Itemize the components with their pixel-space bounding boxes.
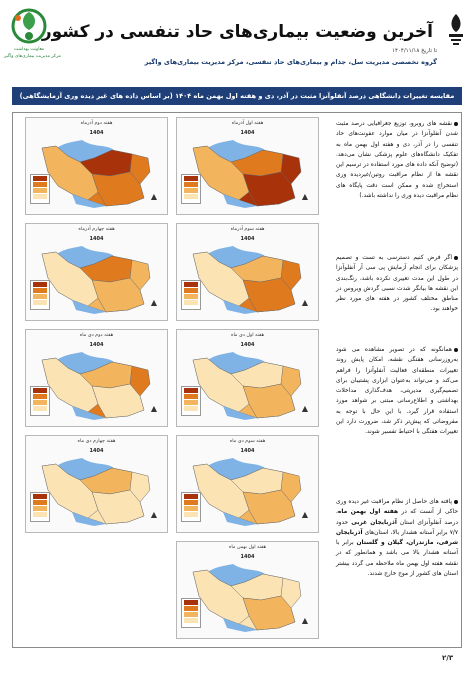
map-year-label: 1404 [89,130,104,136]
north-arrow-icon: ▲ [301,616,309,625]
map-week-label: هفته دوم دی ماه [79,333,114,338]
map-legend [181,386,201,416]
map-legend [181,174,201,204]
map-legend [30,492,50,522]
map-year-label: 1404 [240,342,255,348]
map-year-label: 1404 [89,342,104,348]
map-legend [30,174,50,204]
iran-map-icon [32,244,162,316]
map-tile [176,435,319,533]
map-week-label: هفته اول آذرماه [231,121,264,126]
iran-map-icon [183,562,313,634]
map-week-label: هفته دوم آذرماه [80,121,113,126]
map-tile [176,223,319,321]
north-arrow-icon: ▲ [301,404,309,413]
map-week-label: هفته چهارم دی ماه [77,439,116,444]
bullet-icon [454,256,458,260]
map-tile [25,117,168,215]
department-subtitle: گروه تخصصی مدیریت سل، جذام و بیماری‌های حاد تنفسی، مرکز مدیریت بیماری‌های واگیر [144,58,437,66]
iran-map-icon [32,456,162,528]
iran-map-icon [32,350,162,422]
north-arrow-icon: ▲ [150,192,158,201]
north-arrow-icon: ▲ [150,510,158,519]
map-week-label: هفته اول بهمن ماه [228,545,267,550]
explanation-column [332,113,462,649]
map-year-label: 1404 [240,130,255,136]
map-week-label: هفته سوم آذرماه [230,227,265,232]
map-week-label: هفته سوم دی ماه [229,439,266,444]
section-banner: مقایسه تغییرات دانشگاهی درصد آنفلوآنزا مثبت در آذر، دی و هفته اول بهمن ماه ۱۴۰۴ (بر اساس داده های غیر دیده وری آزمایشگاهی) [12,87,462,105]
page-number: ۲/۳ [442,654,454,662]
map-legend [181,598,201,628]
bullet-icon [454,500,458,504]
north-arrow-icon: ▲ [301,298,309,307]
bullet-icon [454,122,458,126]
map-tile [176,541,319,639]
map-legend [30,280,50,310]
map-tile [25,223,168,321]
north-arrow-icon: ▲ [150,298,158,307]
map-week-label: هفته چهارم آذرماه [78,227,115,232]
iran-map-icon [183,350,313,422]
map-year-label: 1404 [89,236,104,242]
map-week-label: هفته اول دی ماه [230,333,265,338]
paragraph-findings: پافته های حاصل از نظام مراقبت غیر دیده وری حاکی از آنست که در هفته اول بهمن ماه، درصد آنفلوآنزای استان آذربایجان غربی حدود ۷/۷ برابر آستانه هشدار بالا، استان‌های آذربایجان شرقی، مازندران، گیلان و گلستان برابر با آستانه هشدار بالا می باشد و همانطور که در نقشه هفته اول بهمن ماه ملاحظه می گردد بیشتر استان های کشور از موج خارج شدند. [336,499,458,578]
map-year-label: 1404 [240,448,255,454]
map-year-label: 1404 [240,236,255,242]
map-tile [25,435,168,533]
paragraph-weekly-update: همانگونه که در تصویر مشاهده می شود به‌روزرسانی هفتگی نقشه، امکان پایش روند تغییرات منطقه‌ای فعالیت آنفلوآنزا را فراهم می‌کند و می‌تواند به‌عنوان ابزاری پشتیبان برای تصمیم‌گیری مدیریتی، هدف‌گذاری مداخلات بهداشتی و اطلاع‌رسانی مبتنی بر شواهد مورد استفاده قرار گیرد. با این حال با توجه به مفروضاتی که پیش‌تر ذکر شد، ضرورت دارد این تغییرات هفتگی با احتیاط تفسیر شوند. [336,347,458,436]
north-arrow-icon: ▲ [150,404,158,413]
iran-map-icon [183,456,313,528]
map-tile [25,329,168,427]
main-content-frame [12,112,462,648]
logo-text-primary: معاونت بهداشت [13,47,45,52]
paragraph-assumption: اگر فرض کنیم دسترسی به تست و تصمیم پزشکان برای انجام آزمایش پی سی آر آنفلوآنزا در طول این مدت تغییری نکرده باشد، رنگ‌بندی این نقشه ها بیانگر شدت نسبی گردش ویروس در مناطق مختلف کشور در هفته های مورد نظر خواهند بود. [336,255,458,313]
page-title: آخرین وضعیت بیماری‌های حاد تنفسی در کشور [41,22,433,42]
north-arrow-icon: ▲ [301,192,309,201]
map-year-label: 1404 [240,554,255,560]
bullet-icon [454,348,458,352]
ministry-seal-icon [445,12,467,48]
logo-text-secondary: مرکز مدیریت بیماری‌های واگیر [4,54,61,59]
paragraph-intro: نقشه های روبرو، توزیع جغرافیایی درصد مثبت شدن آنفلوآنزا در میان موارد عفونت‌های حاد تنفسی را در آذر، دی و هفته اول بهمن ماه به تفکیک دانشگاه‌های علوم پزشکی نشان می‌دهد. (توضیح آنکه داده های مورد استفاده در ترسیم این نقشه ها از نظام مراقبت روتین/غیردیده وری استخراج شده و ممکن است دقت پایگاه های نظام مراقبت دیده وری را نداشته باشد.) [336,121,458,200]
map-tile [176,117,319,215]
map-legend [181,280,201,310]
map-tile [176,329,319,427]
iran-map-icon [183,244,313,316]
map-legend [30,386,50,416]
iran-map-icon [183,138,313,210]
report-date: تا تاریخ ۱۴۰۴/۱۱/۱۸ [392,48,437,54]
map-year-label: 1404 [89,448,104,454]
map-legend [181,492,201,522]
iran-map-icon [32,138,162,210]
north-arrow-icon: ▲ [301,510,309,519]
